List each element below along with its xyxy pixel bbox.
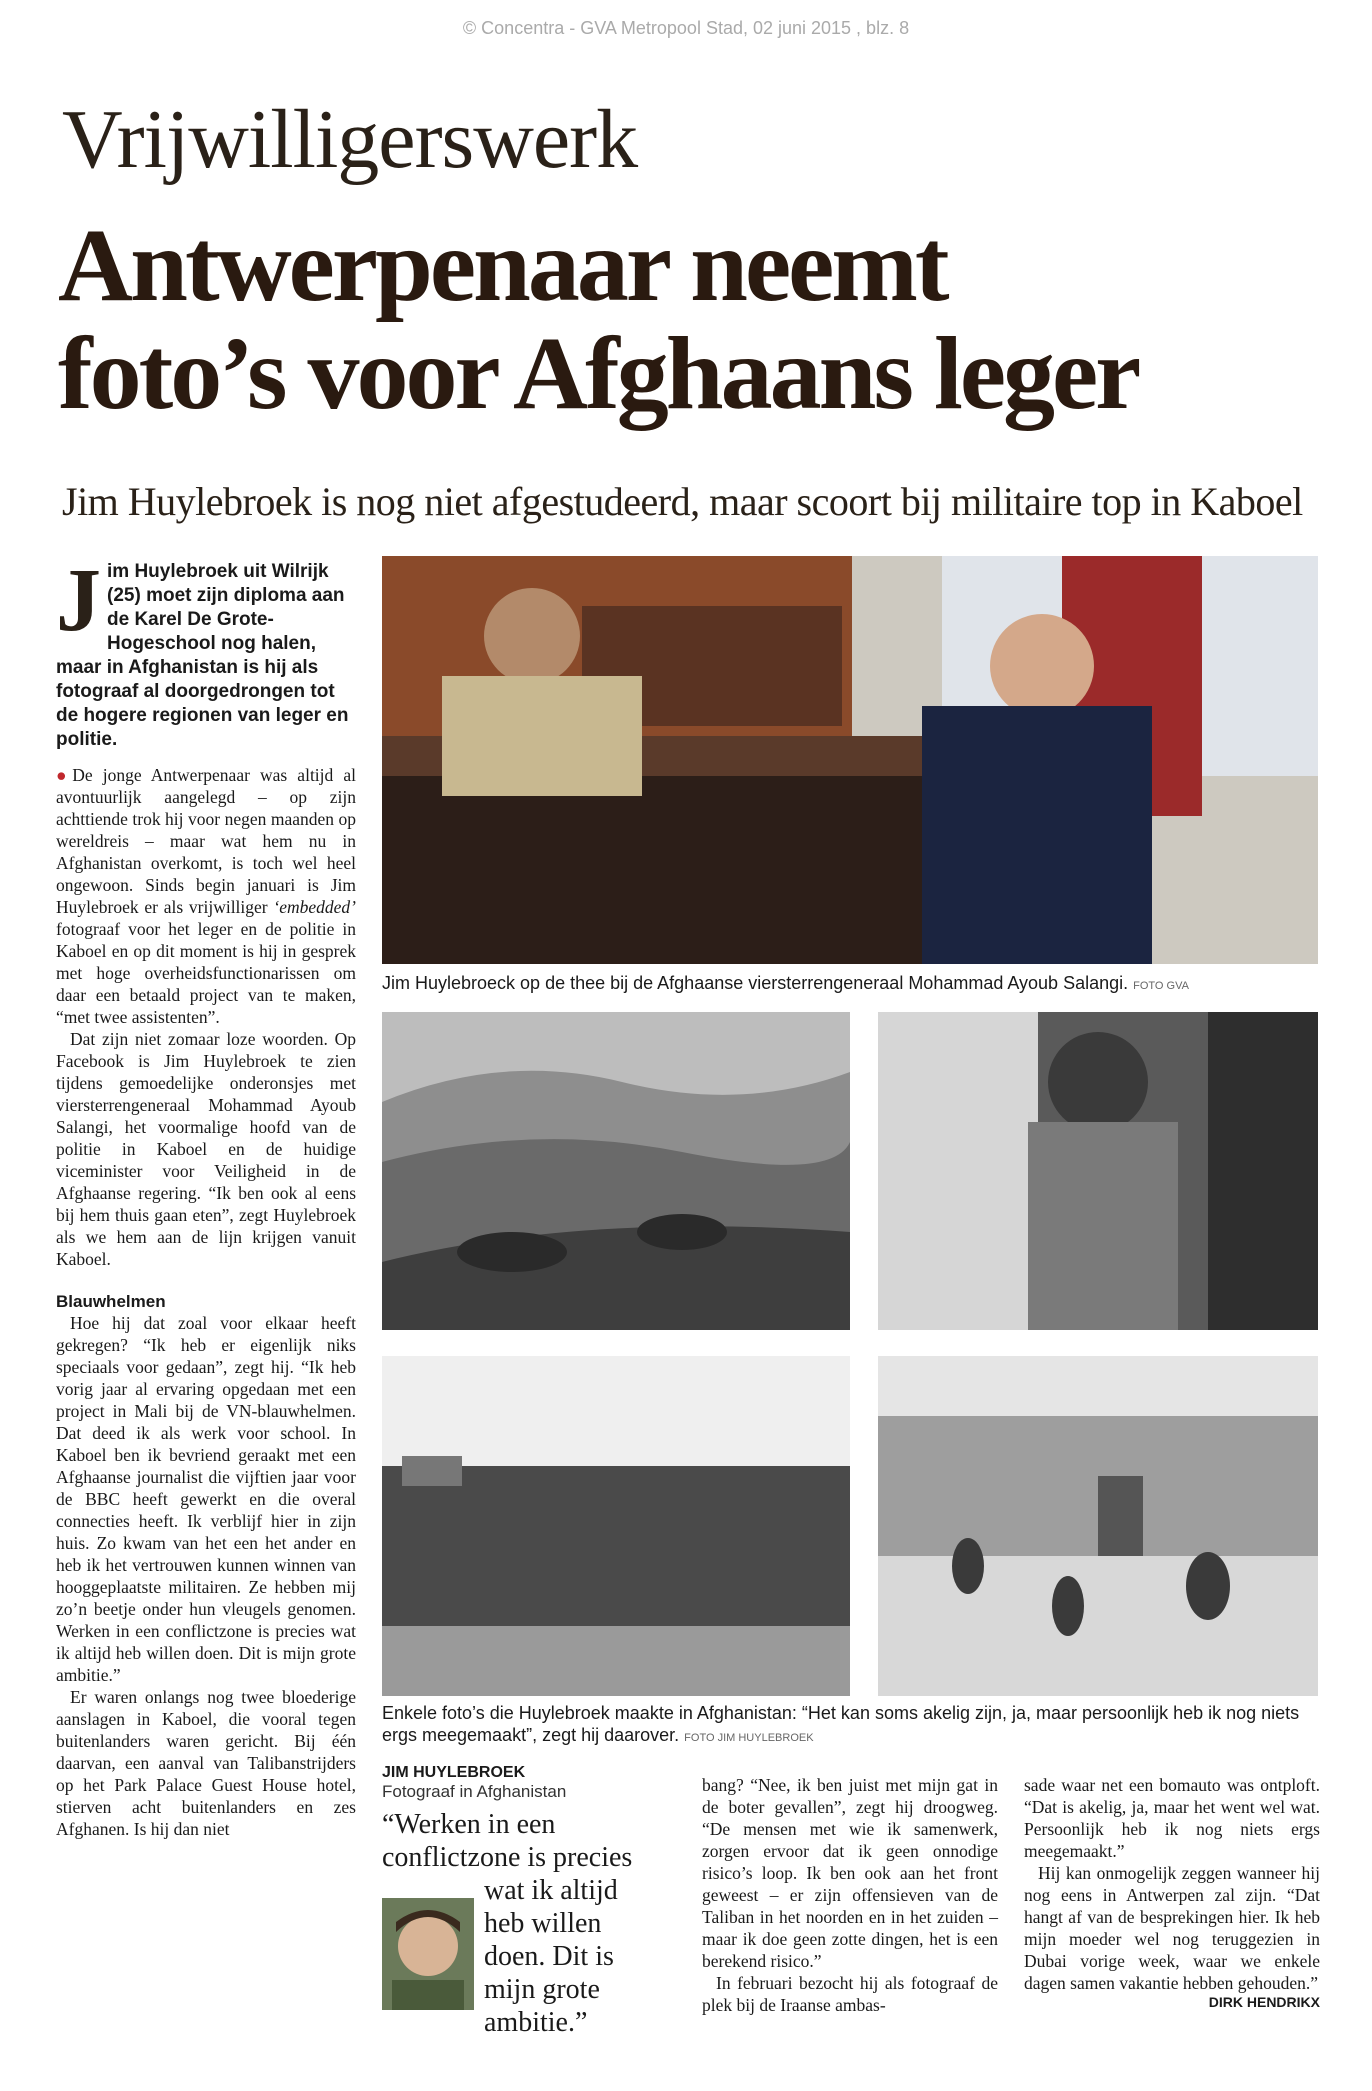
portrait-photo xyxy=(382,1898,474,2010)
intro-text: im Huylebroek uit Wilrijk (25) moet zijn diploma aan de Karel De Grote-Hogeschool nog halen, maar in Afghanistan is hij als fotograaf al doorgedrongen tot de hogere regionen van leger en politie. xyxy=(56,561,349,750)
paragraph: Dat zijn niet zomaar loze woorden. Op Facebook is Jim Huylebroek te zien tijdens gemoedelijke onderonsjes met viersterrengeneraal Mohammad Ayoub Salangi, het voormalige hoofd van de politie in Kaboel en de huidige viceminister voor Veiligheid in de Afghaanse regering. “Ik ben ook al eens bij hem thuis gaan eten”, zegt Huylebroek als we hem aan de lijn krijgen vanuit Kaboel. xyxy=(56,1029,356,1269)
source-line: © Concentra - GVA Metropool Stad, 02 juni 2015 , blz. 8 xyxy=(462,18,910,38)
headline xyxy=(58,208,1328,431)
author-signature: DIRK HENDRIKX xyxy=(1208,1994,1320,2010)
body-column-1 xyxy=(56,764,356,1840)
photo-helicopter-soldier-icon xyxy=(878,1012,1318,1330)
grid-photo-1 xyxy=(382,1012,850,1330)
bullet-icon: ● xyxy=(56,765,73,785)
paragraph: Hij kan onmogelijk zeggen wanneer hij nog eens in Antwerpen zal zijn. “Dat hangt af van de besprekingen hier. Ik heb mijn moeder wel nog teruggezien in Dubai vorige week, waar we enkele dagen samen vakantie hebben gehouden.” xyxy=(1024,1863,1320,1993)
photo-credit: FOTO GVA xyxy=(1133,980,1189,992)
paragraph: bang? “Nee, ik ben juist met mijn gat in de boter gevallen”, zegt hij droogweg. “De mensen met wie ik samenwerk, zorgen ervoor dat ik geen onnodige risico’s loop. Ik ben ook aan het front geweest – er zijn offensieven van de Taliban in het noorden en in het zuiden – maar ik doe geen zotte dingen, het is een berekend risico.” xyxy=(702,1775,998,1971)
paragraph: Hoe hij dat zoal voor elkaar heeft gekregen? “Ik heb er eigenlijk niks speciaals voor gedaan”, zegt hij. “Ik heb vorig jaar al ervaring opgedaan met een project in Mali bij de VN-blauwhelmen. Dat deed ik als werk voor school. In Kaboel ben ik bevriend geraakt met een Afghaanse journalist die vijftien jaar voor de BBC heeft gewerkt en die overal connecties heeft. Ik verblijf hier in zijn huis. Zo kwam van het een het ander en heb ik het vertrouwen kunnen winnen van hooggeplaatste militairen. Ze hebben mij zo’n beetje onder hun vleugels genomen. Werken in een conflictzone is precies wat ik altijd heb willen doen. Dit is mijn grote ambitie.” xyxy=(56,1313,356,1685)
grid-photo-4 xyxy=(878,1356,1318,1696)
grid-photo-caption: Enkele foto’s die Huylebroek maakte in Afghanistan: “Het kan soms akelig zijn, ja, maar persoonlijk heb ik nog niets ergs meegemaakt”, zegt hij daarover. FOTO JIM HUYLEBROEK xyxy=(382,1703,1300,1745)
quote-name: JIM HUYLEBROEK xyxy=(382,1764,526,1781)
portrait-icon xyxy=(382,1898,474,2010)
intro-paragraph xyxy=(56,551,356,752)
body-column-3 xyxy=(702,1774,998,2016)
paragraph: Er waren onlangs nog twee bloederige aanslagen in Kaboel, die vooral tegen buitenlanders waren gericht. Bij één daarvan, een aanval van Talibanstrijders op het Park Palace Guest House hotel, stierven acht buitenlanders en zes Afghanen. Is hij dan niet xyxy=(56,1687,356,1839)
dropcap: J xyxy=(56,551,101,650)
photo-soldiers-group-icon xyxy=(382,1356,850,1696)
kicker: Vrijwilligerswerk xyxy=(62,93,638,186)
quote-role: Fotograaf in Afghanistan xyxy=(382,1782,567,1801)
main-photo xyxy=(382,556,1318,964)
quote-text: “Werken in een conflictzone is precies wat ik altijd heb willen doen. Dit is mijn grote ambitie.” xyxy=(382,1809,633,2038)
paragraph: sade waar net een bomauto was ontploft. “Dat is akelig, ja, maar het went wel wat. Persoonlijk heb ik nog niets ergs meegemaakt.” xyxy=(1024,1775,1320,1861)
grid-photo-3 xyxy=(382,1356,850,1696)
grid-photo-2 xyxy=(878,1012,1318,1330)
paragraph: ●De jonge Antwerpenaar was altijd al avontuurlijk aangelegd – op zijn achttiende trok hij voor negen maanden op wereldreis – maar wat hem nu in Afghanistan overkomt, is toch wel heel ongewoon. Sinds begin januari is Jim Huylebroek er als vrijwilliger ‘embedded’ fotograaf voor het leger en de politie in Kaboel en op dit moment is hij in gesprek met hoge overheidsfunctionarissen om daar een betaald project van te maken, “met twee assistenten”. xyxy=(56,765,356,1027)
paragraph: In februari bezocht hij als fotograaf de plek bij de Iraanse ambas- xyxy=(702,1973,998,2015)
subhead: Jim Huylebroek is nog niet afgestudeerd, maar scoort bij militaire top in Kaboel xyxy=(62,479,1303,524)
photo-meeting-icon xyxy=(382,556,1318,964)
photo-mountain-soldiers-icon xyxy=(382,1012,850,1330)
headline-line-1: Antwerpenaar neemt xyxy=(58,208,947,323)
section-subtitle: Blauwhelmen xyxy=(56,1292,166,1311)
body-column-4 xyxy=(1024,1774,1320,2010)
photo-village-patrol-icon xyxy=(878,1356,1318,1696)
headline-line-2: foto’s voor Afghaans leger xyxy=(58,316,1139,431)
photo-credit: FOTO JIM HUYLEBROEK xyxy=(684,1732,814,1744)
main-photo-caption: Jim Huylebroeck op de thee bij de Afghaanse viersterrengeneraal Mohammad Ayoub Salangi. FOTO GVA xyxy=(382,973,1189,993)
